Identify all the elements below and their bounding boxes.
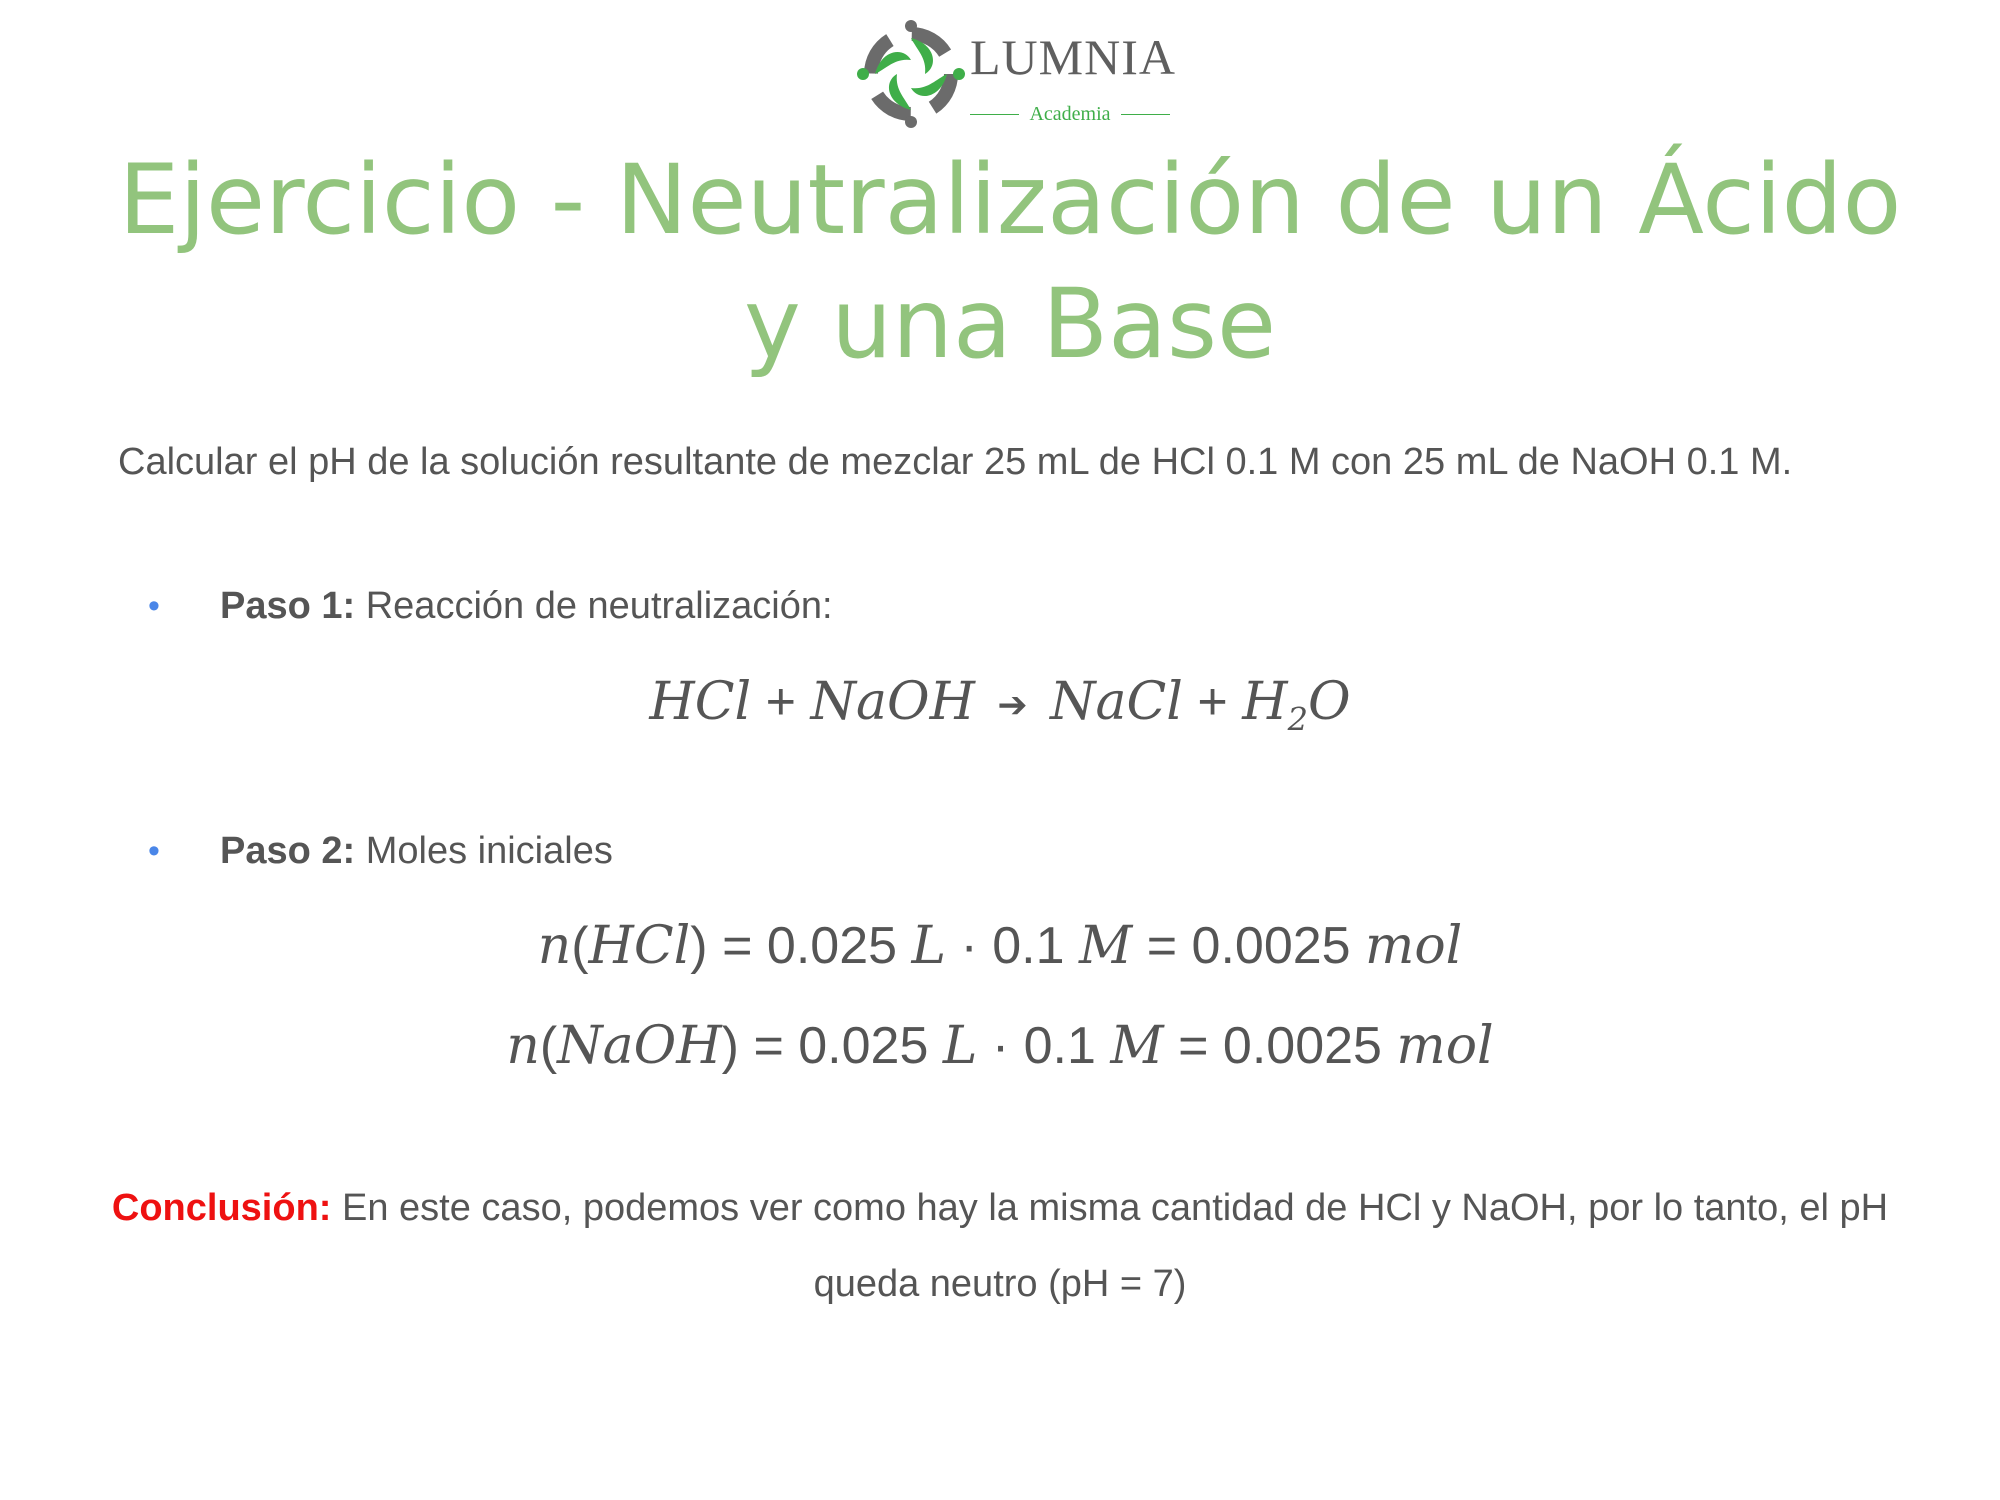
step-2-description: Moles iniciales: [365, 830, 613, 872]
lumnia-logo-icon: [855, 18, 967, 130]
bullet-icon: •: [148, 587, 160, 625]
product-nacl: NaCl: [1050, 672, 1183, 732]
paren-open: (: [539, 1017, 558, 1075]
water-o: O: [1307, 672, 1351, 732]
concentration-unit: M: [1079, 916, 1133, 976]
bullet-icon: •: [148, 832, 160, 870]
reaction-arrow-icon: ➔: [997, 684, 1028, 726]
concentration-value: 0.1: [1023, 1017, 1096, 1075]
moles-value: 0.0025: [1191, 917, 1351, 975]
logo-subtitle-text: Academia: [1029, 103, 1111, 125]
plus-sign: +: [765, 673, 796, 731]
water-subscript: 2: [1287, 700, 1308, 739]
water-h: H: [1242, 672, 1288, 732]
reaction-equation: [0, 672, 2000, 739]
step-2-text: [220, 832, 613, 870]
page-title: [80, 138, 1940, 386]
logo: [855, 18, 1185, 130]
step-2-label: Paso 2:: [220, 830, 356, 872]
problem-statement: Calcular el pH de la solución resultante de mezclar 25 mL de HCl 0.1 M con 25 mL de NaOH 0.1 M.: [118, 441, 1793, 483]
moles-naoh-equation: [0, 1016, 2000, 1076]
species-hcl: HCl: [588, 916, 691, 976]
species-naoh: NaOH: [557, 1016, 722, 1076]
paren-open: (: [571, 917, 589, 975]
moles-unit: mol: [1396, 1016, 1494, 1076]
moles-unit: mol: [1365, 916, 1463, 976]
logo-name: LUMNIA: [970, 29, 1176, 85]
volume-value: 0.025: [798, 1017, 929, 1075]
volume-unit: L: [942, 1016, 978, 1076]
reactant-hcl: HCl: [649, 672, 752, 732]
moles-value: 0.0025: [1222, 1017, 1382, 1075]
title-line-2: y una Base: [743, 268, 1277, 380]
plus-sign: +: [1197, 673, 1228, 731]
step-1-description: Reacción de neutralización:: [365, 585, 833, 627]
conclusion-text: En este caso, podemos ver como hay la misma cantidad de HCl y NaOH, por lo tanto, el pH queda neutro (pH = 7): [342, 1187, 1889, 1305]
moles-function: n: [506, 1016, 540, 1076]
reactant-naoh: NaOH: [810, 672, 975, 732]
equals-sign: =: [1146, 917, 1178, 975]
volume-unit: L: [911, 916, 947, 976]
moles-hcl-equation: [0, 916, 2000, 976]
product-water: [1242, 672, 1351, 739]
multiply-dot: ·: [960, 917, 978, 975]
equals-sign: =: [753, 1017, 784, 1075]
step-1-label: Paso 1:: [220, 585, 356, 627]
logo-rule-right: [1121, 114, 1170, 115]
title-line-1: Ejercicio - Neutralización de un Ácido: [118, 144, 1902, 256]
multiply-dot: ·: [991, 1017, 1010, 1075]
logo-rule-left: [970, 114, 1019, 115]
concentration-value: 0.1: [992, 917, 1065, 975]
equals-sign: =: [722, 917, 753, 975]
step-1-text: [220, 587, 833, 625]
equals-sign: =: [1178, 1017, 1209, 1075]
moles-function: n: [537, 916, 572, 976]
volume-value: 0.025: [766, 917, 898, 975]
paren-close: ): [721, 1017, 739, 1075]
concentration-unit: M: [1110, 1016, 1164, 1076]
paren-close: ): [690, 917, 708, 975]
conclusion-label: Conclusión:: [111, 1187, 332, 1229]
conclusion: [110, 1170, 1890, 1322]
logo-subtitle: [970, 104, 1170, 124]
